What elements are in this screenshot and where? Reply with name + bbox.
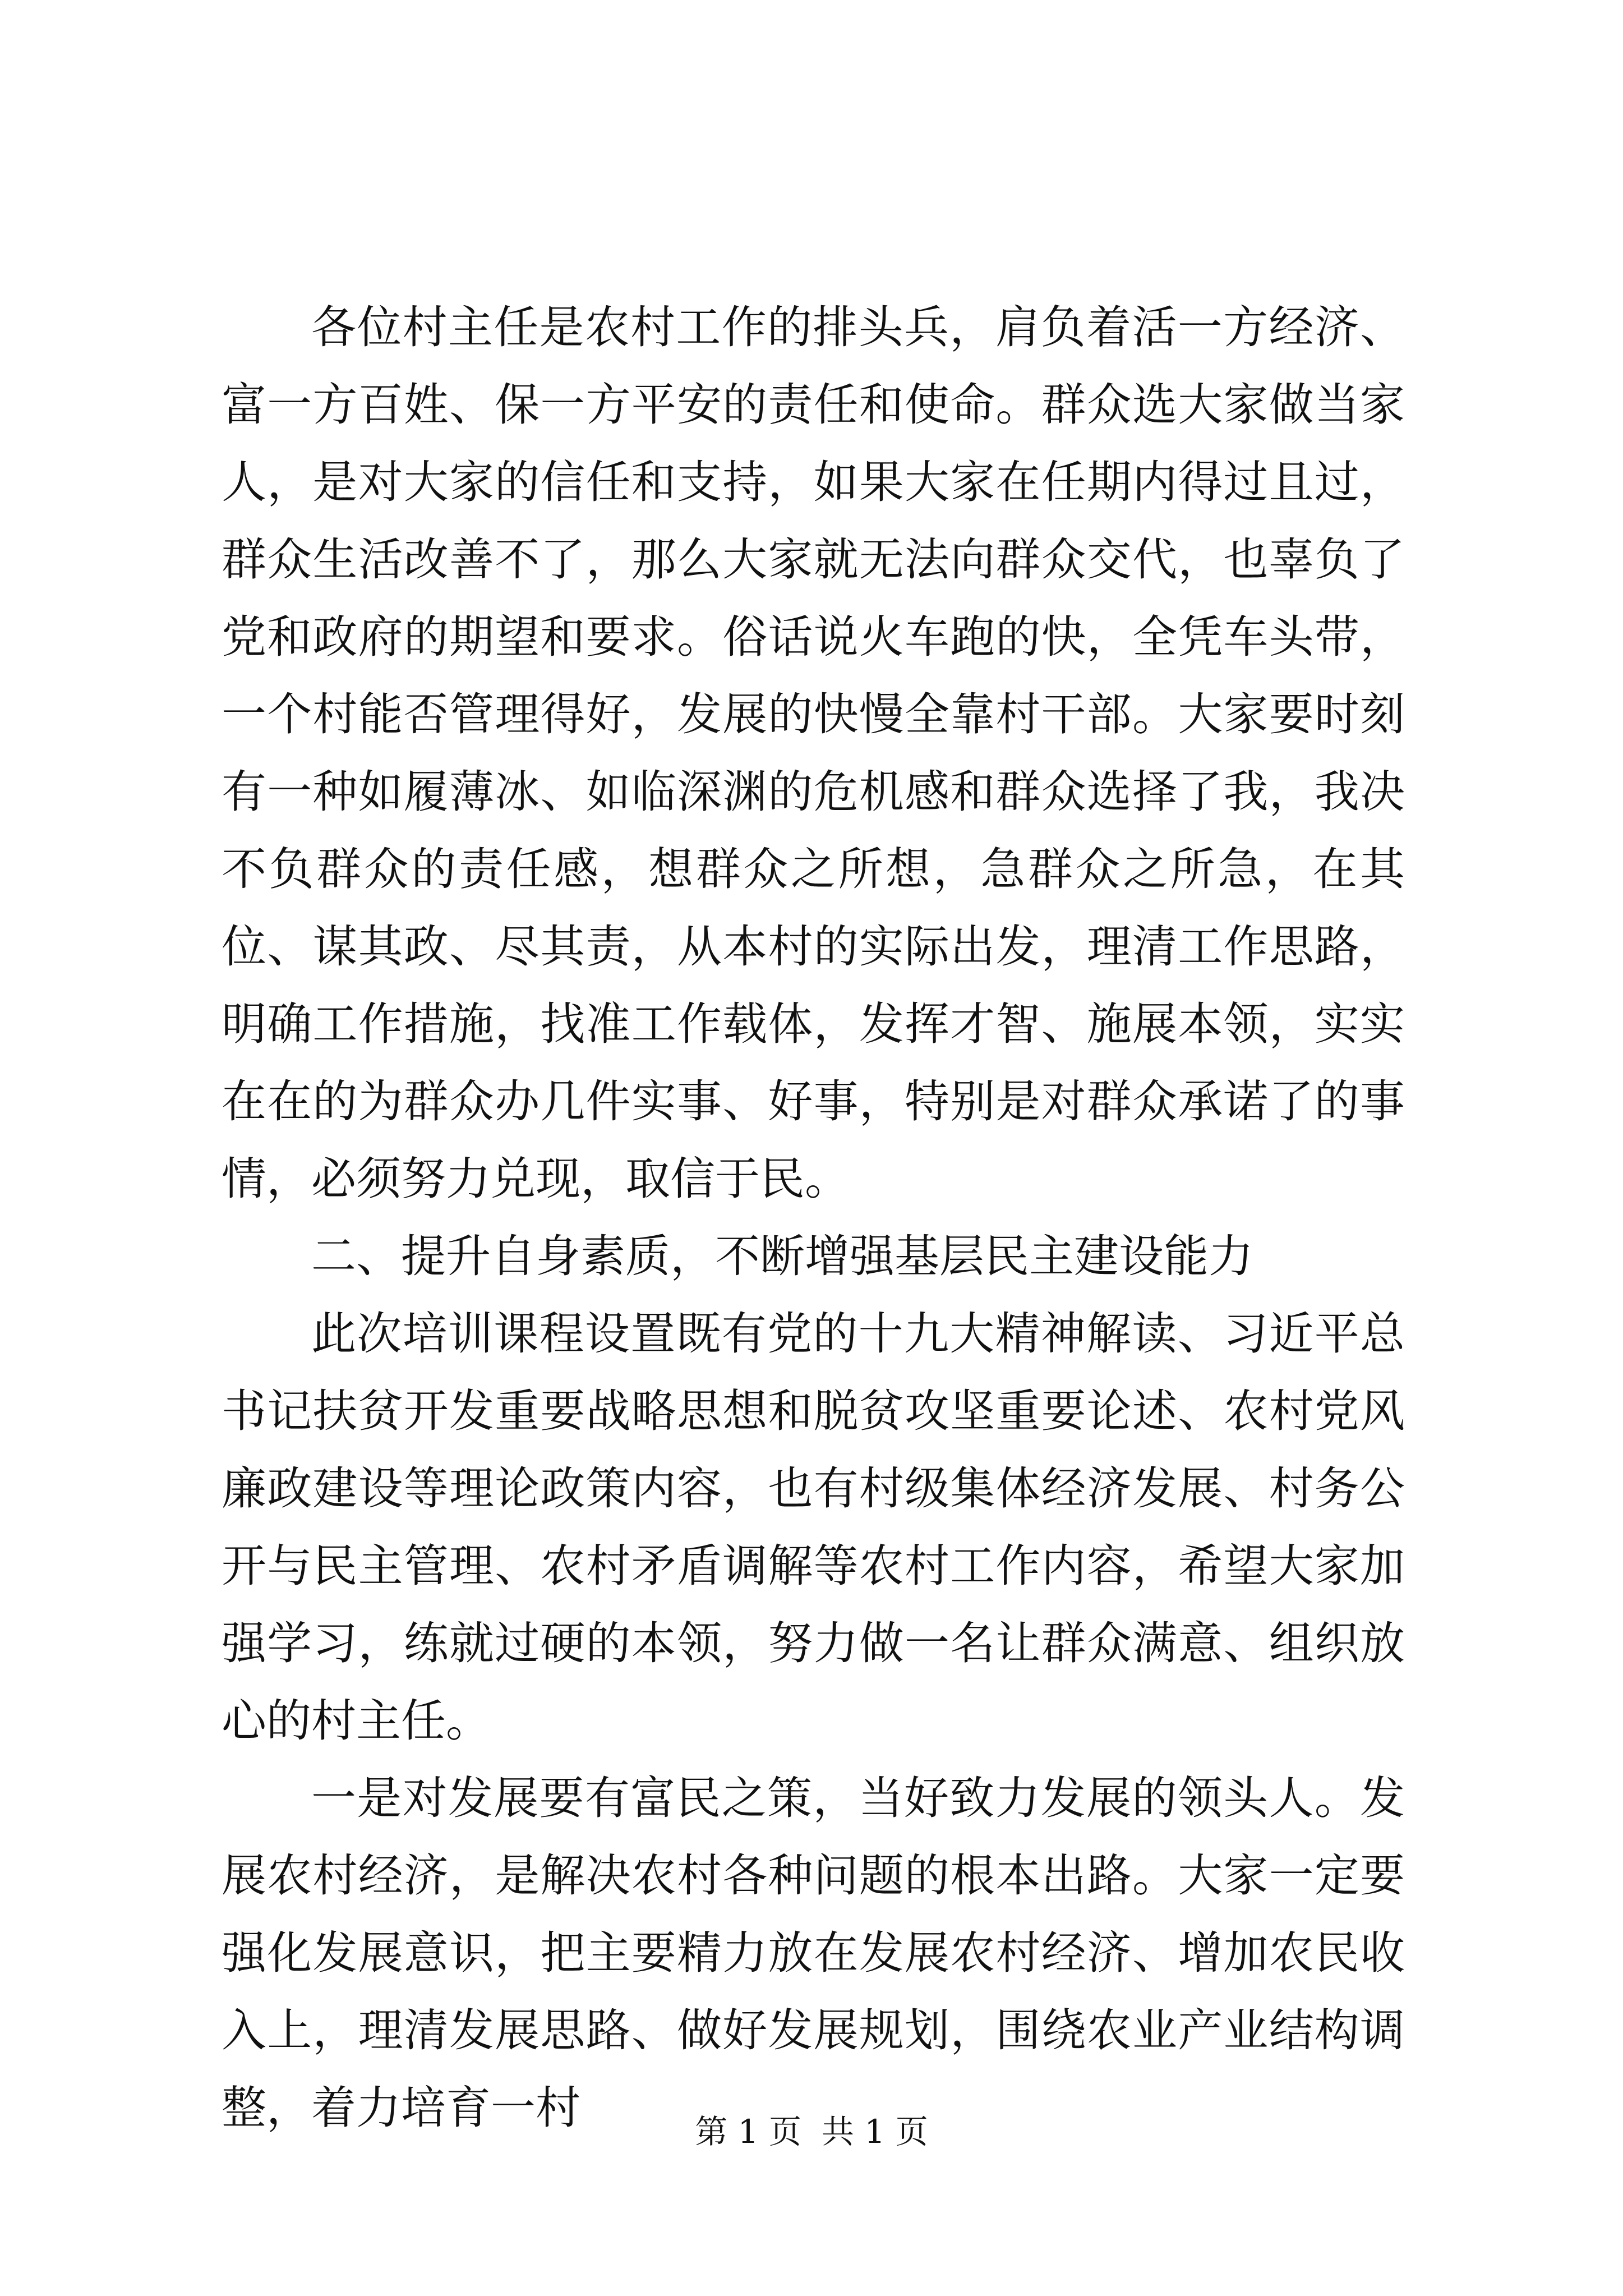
page-total: 共 1 页 xyxy=(822,2113,928,2151)
paragraph-training-courses: 此次培训课程设置既有党的十九大精神解读、习近平总书记扶贫开发重要战略思想和脱贫攻坚重要论述、农村党风廉政建设等理论政策内容，也有村级集体经济发展、村务公开与民主管理、农村矛盾调解等农村工作内容，希望大家加强学习，练就过硬的本领，努力做一名让群众满意、组织放心的村主任。 xyxy=(222,1308,1405,1747)
paragraph-development-strategy: 一是对发展要有富民之策，当好致力发展的领头人。发展农村经济，是解决农村各种问题的根本出路。大家一定要强化发展意识，把主要精力放在发展农村经济、增加农民收入上，理清发展思路、做好发展规划，围绕农业产业结构调整，着力培育一村 xyxy=(222,1772,1405,2134)
paragraph-village-heads-responsibility: 各位村主任是农村工作的排头兵，肩负着活一方经济、富一方百姓、保一方平安的责任和使命。群众选大家做当家人，是对大家的信任和支持，如果大家在任期内得过且过，群众生活改善不了，那么大家就无法向群众交代，也辜负了党和政府的期望和要求。俗话说火车跑的快，全凭车头带，一个村能否管理得好，发展的快慢全靠村干部。大家要时刻有一种如履薄冰、如临深渊的危机感和群众选择了我，我决不负群众的责任感，想群众之所想，急群众之所急，在其位、谋其政、尽其责，从本村的实际出发，理清工作思路，明确工作措施，找准工作载体，发挥才智、施展本领，实实在在的为群众办几件实事、好事，特别是对群众承诺了的事情，必须努力兑现，取信于民。 xyxy=(222,301,1405,1205)
page-number: 第 1 页 xyxy=(695,2113,801,2151)
section-heading-two: 二、提升自身素质，不断增强基层民主建设能力 xyxy=(311,1230,1253,1282)
page-footer xyxy=(0,2109,1623,2154)
document-body xyxy=(222,289,1405,2147)
